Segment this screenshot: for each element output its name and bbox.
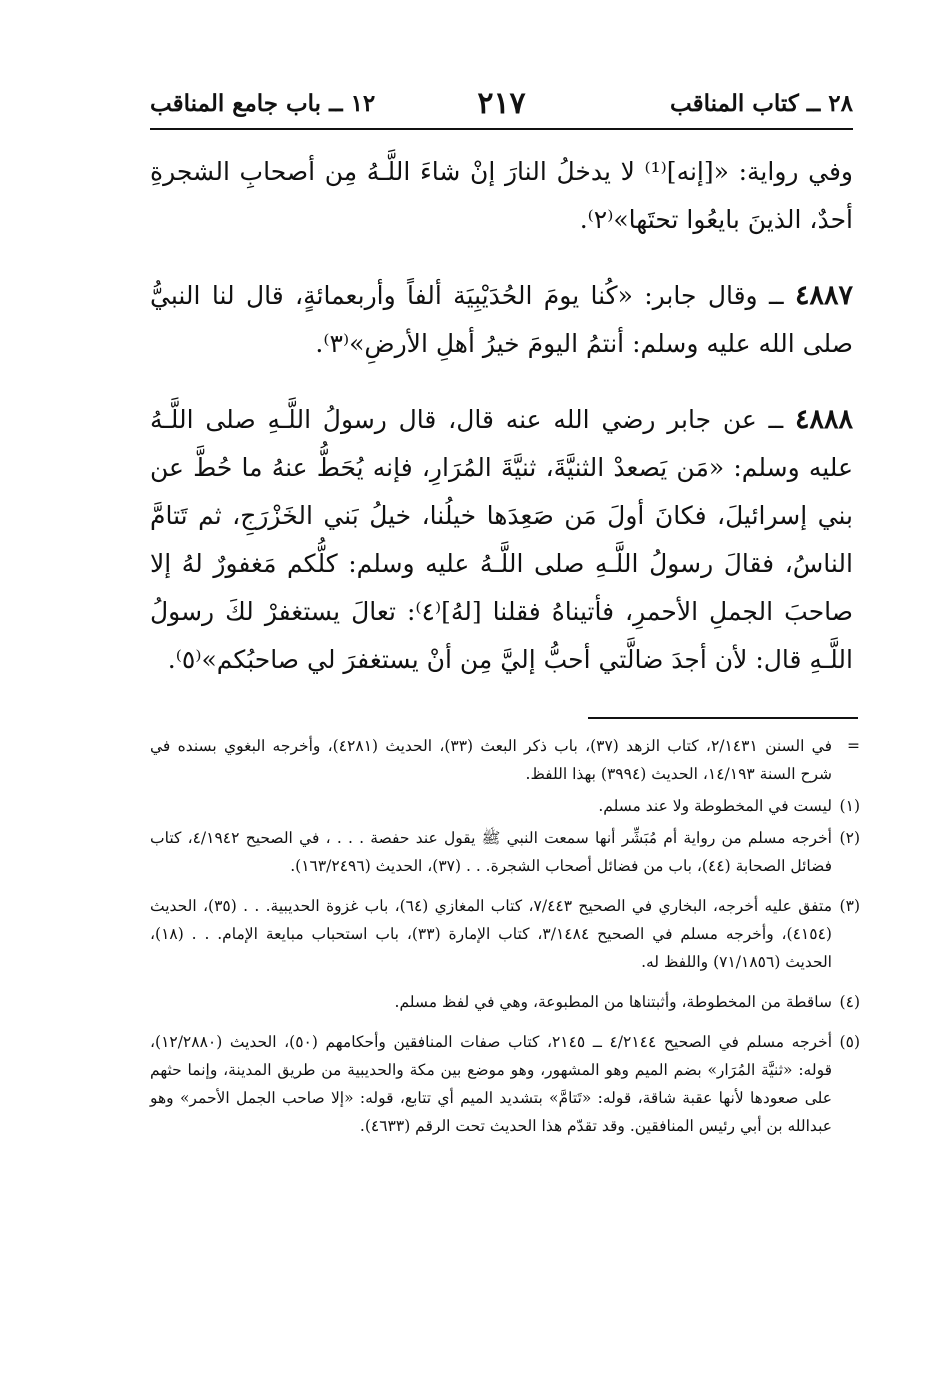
footnote-2 bbox=[150, 824, 860, 880]
footnote-text: متفق عليه أخرجه، البخاري في الصحيح ٧/٤٤٣، كتاب المغازي (٦٤)، باب غزوة الحديبية. . . (٣٥)، الحديث (٤١٥٤)، وأخرجه مسلم في الصحيح ٣/١٤٨٤، كتاب الإمارة (٣٣)، باب استحباب مبايعة الإمام. . . (١٨)، الحديث (٧١/١٨٥٦) واللفظ له. bbox=[150, 897, 832, 971]
hadith-text: ــ عن جابر رضي الله عنه قال، قال رسولُ اللَّـهِ صلى اللَّـهُ عليه وسلم: «مَن يَصعدْ الثنيَّةَ، ثنيَّةَ المُرَارِ، فإنه يُحَطُّ عنهُ ما حُطَّ عن بني إسرائيلَ، فكانَ أولَ مَن صَعِدَها خيلُنا، خيلُ بَني الخَزْرَجِ، ثم تَتامَّ الناسُ، فقالَ رسولُ اللَّـهِ صلى اللَّـهُ عليه وسلم: كلُّكم مَغفورٌ لهُ إلا صاحبَ الجملِ الأحمرِ، فأتيناهُ فقلنا [لهُ]⁽٤⁾: تعالَ يستغفرْ لكَ رسولُ اللَّـهِ قال: لأن أجدَ ضالَّتي أحبُّ إليَّ مِن أنْ يستغفرَ لي صاحبُكم»⁽٥⁾. bbox=[150, 405, 853, 674]
header-chapter-title: ١٢ ــ باب جامع المناقب bbox=[150, 90, 376, 117]
footnote-4 bbox=[150, 988, 860, 1016]
footnote-text: أخرجه مسلم في الصحيح ٤/٢١٤٤ ــ ٢١٤٥، كتاب صفات المنافقين وأحكامهم (٥٠)، الحديث (١٢/٢٨٨٠)، قوله: «ثنيَّة المُرَار» بضم الميم وهو المشهور، وهو موضع بين مكة والحديبية من طريق المدينة، وإنما حثهم على صعودها لأنها عقبة شاقة، قوله: «تَتامَّ» بتشديد الميم أي تتابع، قوله: «إلا صاحب الجمل الأحمر» وهو عبدالله بن أبي رئيس المنافقين. وقد تقدّم هذا الحديث تحت الرقم (٤٦٣٣). bbox=[150, 1033, 833, 1135]
footnote-continued bbox=[150, 732, 860, 788]
hadith-number: ٤٨٨٨ bbox=[794, 404, 853, 435]
footnote-3 bbox=[150, 892, 860, 976]
footnote-label: (٣) bbox=[839, 897, 860, 915]
paragraph-riwaya: وفي رواية: «[إنه]⁽¹⁾ لا يدخلُ النارَ إنْ شاءَ اللَّـهُ مِن أصحابِ الشجرةِ أحدٌ، الذينَ بايعُوا تحتَها»⁽٢⁾. bbox=[150, 157, 853, 234]
footnote-text: أخرجه مسلم من رواية أم مُبَشِّر أنها سمعت النبي ﷺ يقول عند حفصة . . . ، في الصحيح ٤/١٩٤٢، كتاب فضائل الصحابة (٤٤)، باب من فضائل أصحاب الشجرة. . . (٣٧)، الحديث (١٦٣/٢٤٩٦). bbox=[150, 829, 832, 875]
main-text bbox=[150, 148, 853, 712]
footnote-text: في السنن ٢/١٤٣١، كتاب الزهد (٣٧)، باب ذكر البعث (٣٣)، الحديث (٤٢٨١)، وأخرجه البغوي بسنده في شرح السنة ١٤/١٩٣، الحديث (٣٩٩٤) بهذا اللفظ. bbox=[150, 737, 833, 783]
hadith-4887 bbox=[150, 272, 853, 368]
footnote-text: ليست في المخطوطة ولا عند مسلم. bbox=[598, 797, 832, 815]
footnote-label: (٥) bbox=[839, 1033, 860, 1051]
footnote-label: = bbox=[847, 737, 860, 755]
header-book-title: ٢٨ ــ كتاب المناقب bbox=[670, 90, 853, 117]
running-header bbox=[150, 88, 853, 130]
footnote-text: ساقطة من المخطوطة، وأثبتناها من المطبوعة، وهي في لفظ مسلم. bbox=[394, 993, 832, 1011]
footnote-label: (١) bbox=[839, 797, 860, 815]
footnote-1 bbox=[150, 792, 860, 820]
footnote-separator bbox=[588, 717, 858, 719]
page-number: ٢١٧ bbox=[477, 86, 526, 121]
footnotes bbox=[150, 732, 860, 1144]
footnote-label: (٤) bbox=[839, 993, 860, 1011]
hadith-number: ٤٨٨٧ bbox=[794, 280, 853, 311]
footnote-5 bbox=[150, 1028, 860, 1140]
hadith-4888 bbox=[150, 396, 853, 684]
footnote-label: (٢) bbox=[839, 829, 860, 847]
hadith-text: ــ وقال جابر: «كُنا يومَ الحُدَيْبِيَة ألفاً وأربعمائةٍ، قال لنا النبيُّ صلى الله عليه وسلم: أنتمُ اليومَ خيرُ أهلِ الأرضِ»⁽٣⁾. bbox=[150, 281, 853, 358]
